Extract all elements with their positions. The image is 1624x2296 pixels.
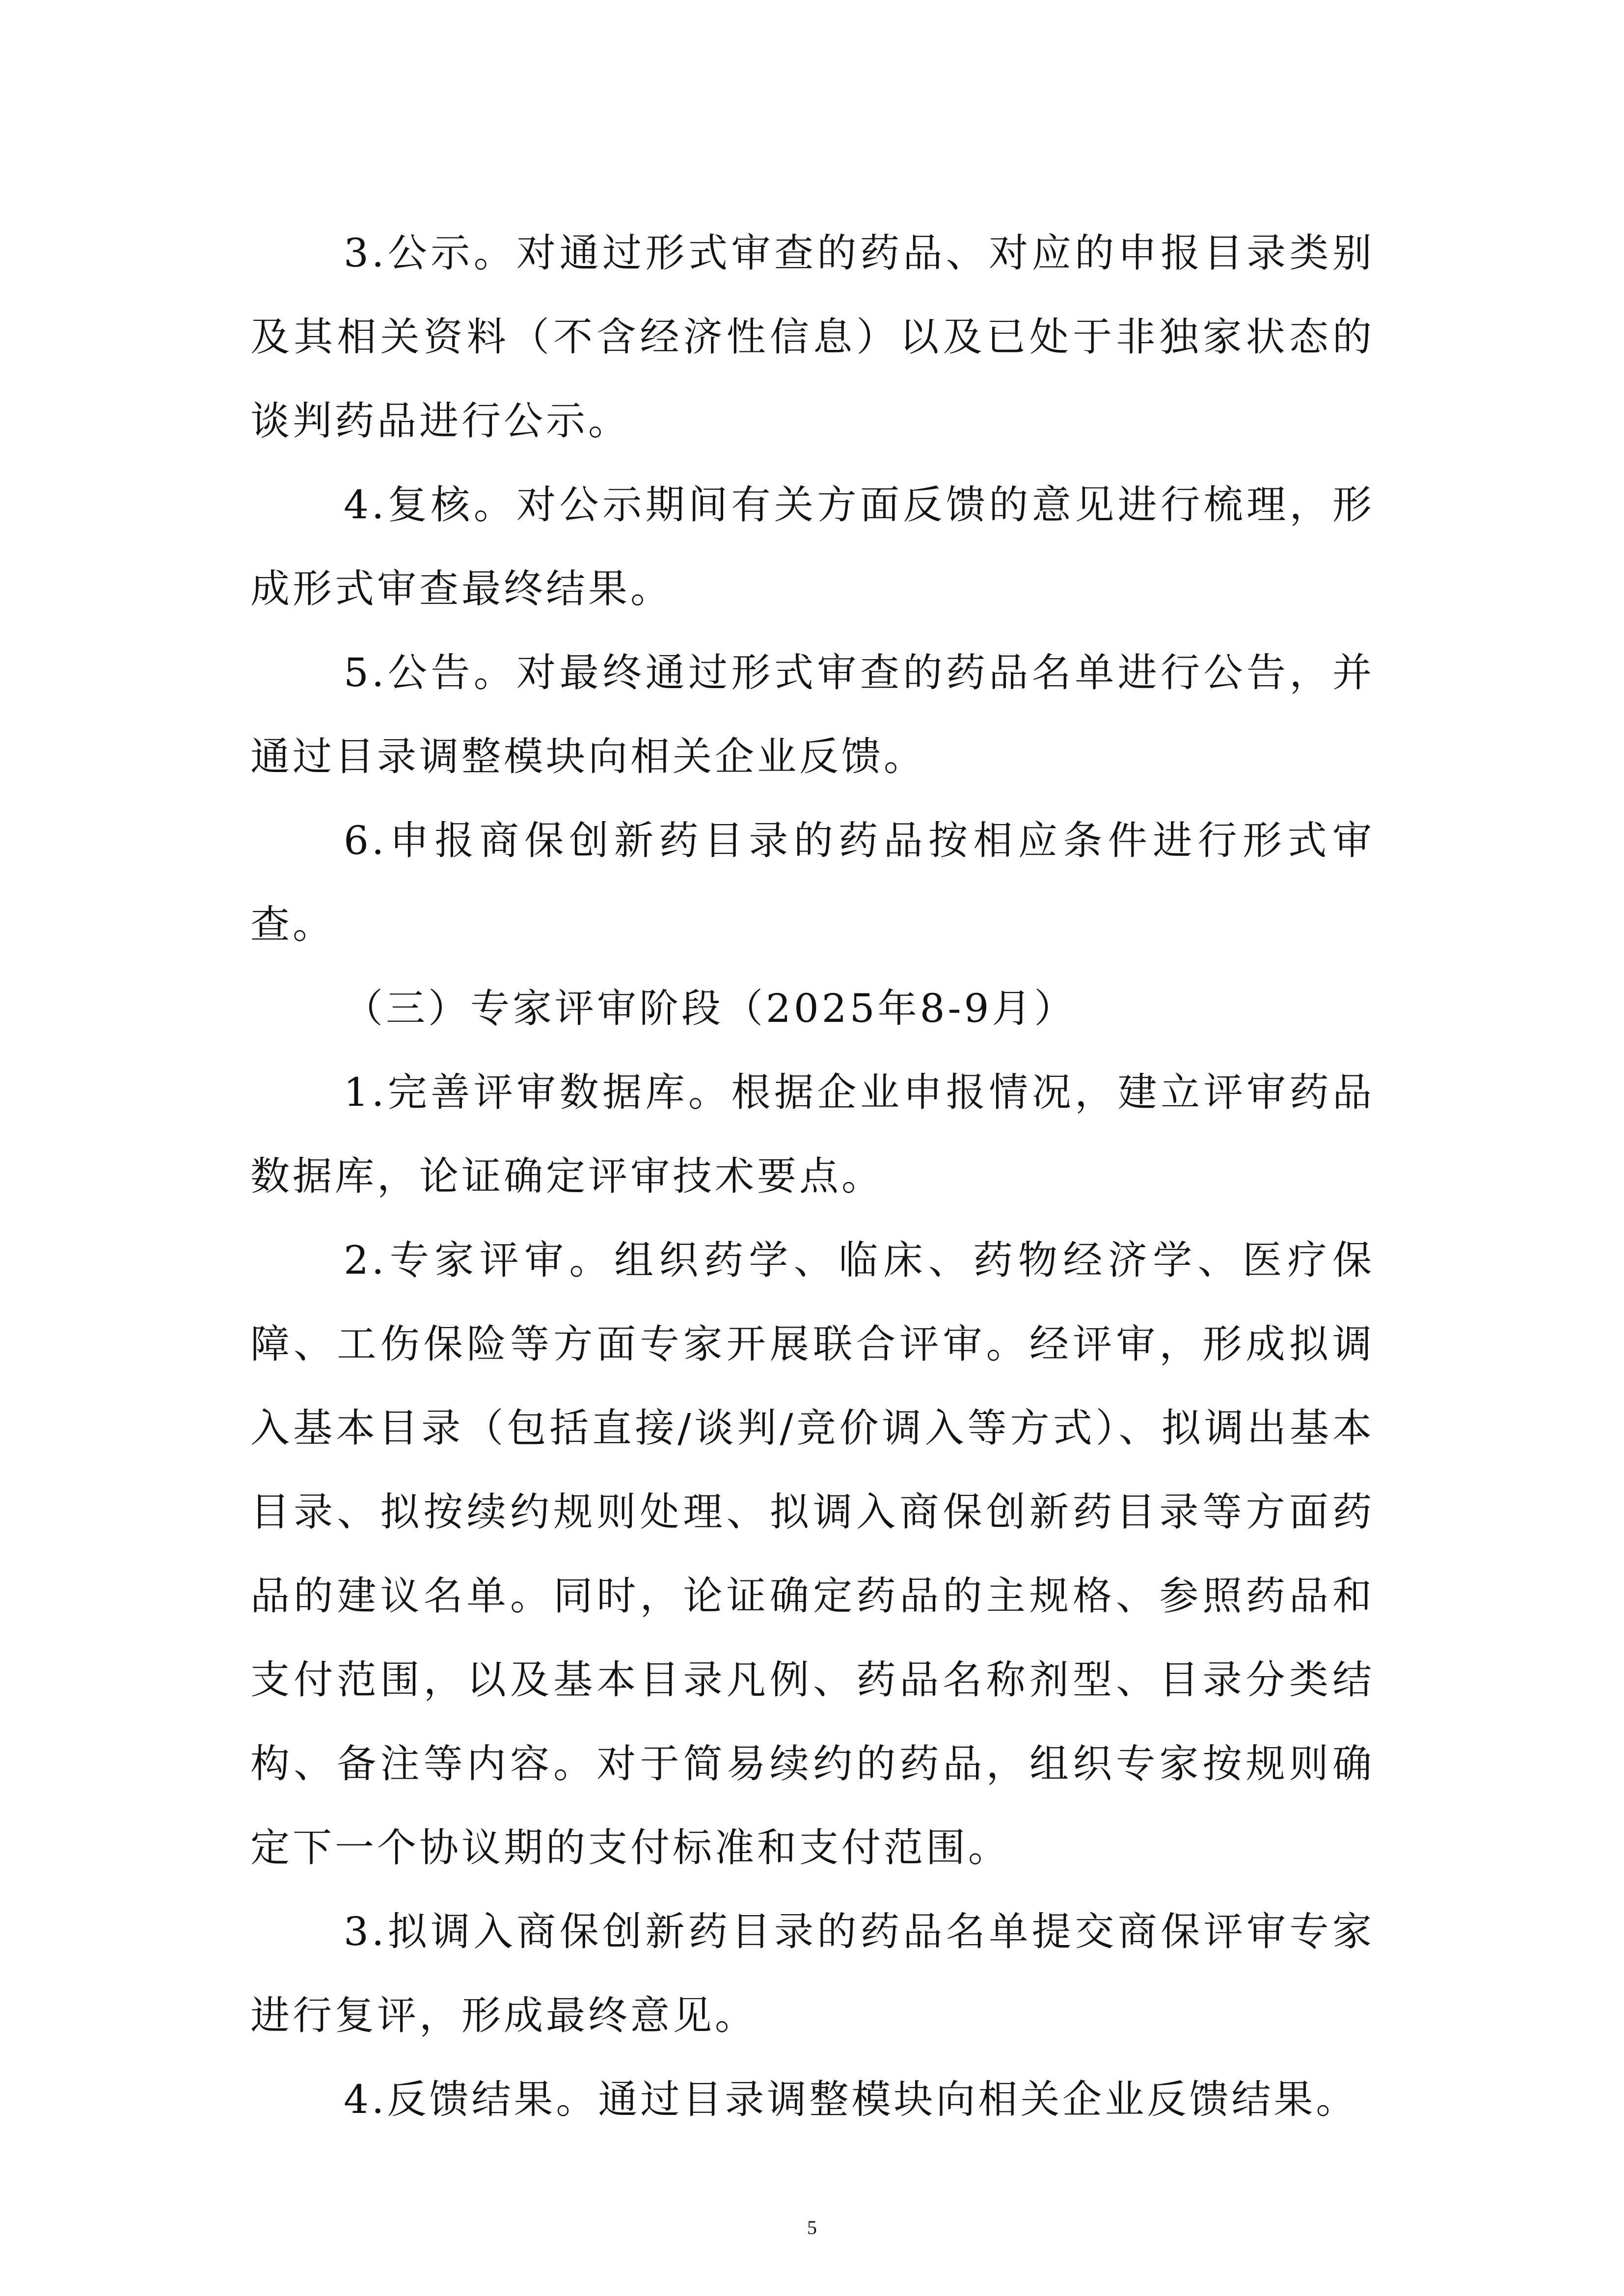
paragraph-announcement: 5.公告。对最终通过形式审查的药品名单进行公告，并通过目录调整模块向相关企业反馈。	[250, 650, 1375, 779]
page-number: 5	[807, 2216, 817, 2239]
paragraph-innovative-drug-review: 6.申报商保创新药目录的药品按相应条件进行形式审查。	[250, 818, 1375, 947]
paragraph-feedback: 4.反馈结果。通过目录调整模块向相关企业反馈结果。	[344, 2077, 1358, 2122]
paragraph-re-review: 3.拟调入商保创新药目录的药品名单提交商保评审专家进行复评，形成最终意见。	[250, 1909, 1375, 2038]
section-heading-expert-review: （三）专家评审阶段（2025年8-9月）	[344, 986, 1077, 1031]
paragraph-review: 4.复核。对公示期间有关方面反馈的意见进行梳理，形成形式审查最终结果。	[250, 482, 1375, 612]
paragraph-expert-review: 2.专家评审。组织药学、临床、药物经济学、医疗保障、工伤保险等方面专家开展联合评审。经评审，形成拟调入基本目录（包括直接/谈判/竞价调入等方式）、拟调出基本目录、拟按续约规则处理、拟调入商保创新药目录等方面药品的建议名单。同时，论证确定药品的主规格、参照药品和支付范围，以及基本目录凡例、药品名称剂型、目录分类结构、备注等内容。对于简易续约的药品，组织专家按规则确定下一个协议期的支付标准和支付范围。	[250, 1237, 1375, 1870]
paragraph-database: 1.完善评审数据库。根据企业申报情况，建立评审药品数据库，论证确定评审技术要点。	[250, 1069, 1375, 1199]
paragraph-publicity: 3.公示。对通过形式审查的药品、对应的申报目录类别及其相关资料（不含经济性信息）以及已处于非独家状态的谈判药品进行公示。	[250, 230, 1375, 444]
document-body	[250, 211, 1375, 2141]
